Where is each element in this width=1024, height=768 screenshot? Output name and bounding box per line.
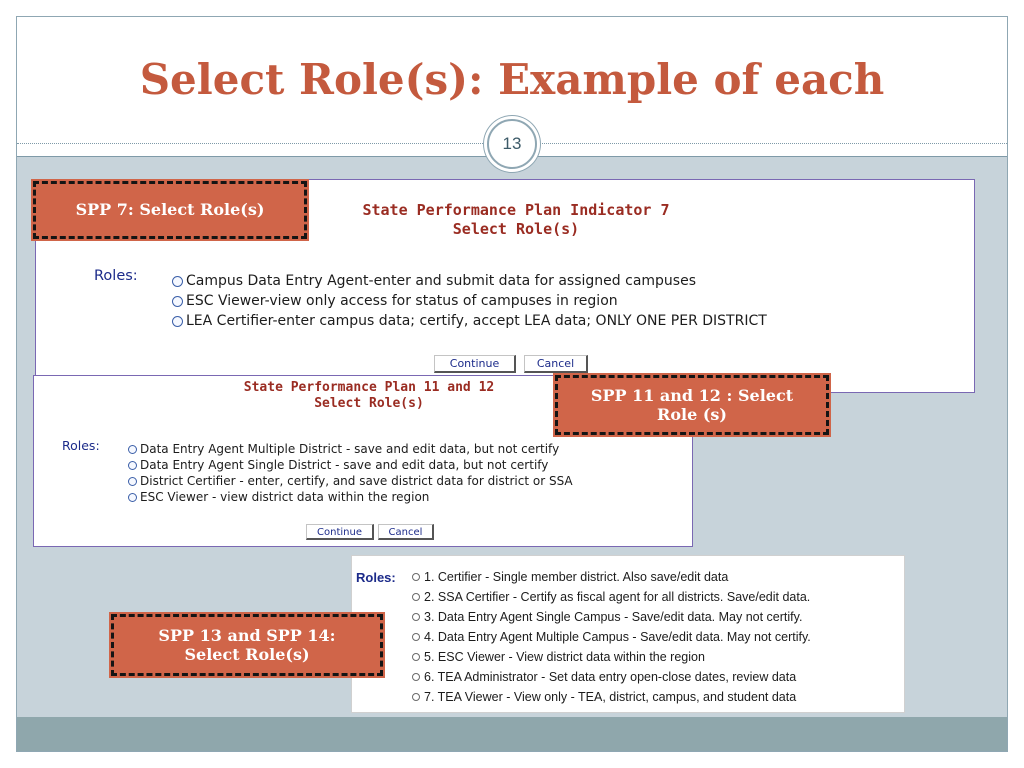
spp7-roles-label: Roles: xyxy=(94,268,138,284)
spp13-14-role-panel xyxy=(351,555,905,713)
radio-button[interactable] xyxy=(128,445,137,454)
role-option-label: 3. Data Entry Agent Single Campus - Save/edit data. May not certify. xyxy=(424,610,803,624)
role-option-label: District Certifier - enter, certify, and save district data for district or SSA xyxy=(140,474,573,488)
spp11-12-title-line2: Select Role(s) xyxy=(314,396,424,412)
role-option-label: 5. ESC Viewer - View district data within the region xyxy=(424,650,705,664)
spp13-14-role-option[interactable] xyxy=(412,690,796,704)
spp7-cancel-button[interactable]: Cancel xyxy=(524,355,588,373)
role-option-label: 7. TEA Viewer - View only - TEA, district, campus, and student data xyxy=(424,690,797,704)
role-option-label: 4. Data Entry Agent Multiple Campus - Save/edit data. May not certify. xyxy=(424,630,811,644)
spp7-title-line2: Select Role(s) xyxy=(452,219,580,238)
spp11-12-panel-title xyxy=(154,380,584,413)
radio-button[interactable] xyxy=(412,693,420,701)
page-number-badge: 13 xyxy=(487,119,537,169)
radio-button[interactable] xyxy=(128,461,137,470)
role-option-label: Data Entry Agent Single District - save and edit data, but not certify xyxy=(140,458,549,472)
spp13-14-role-option[interactable] xyxy=(412,630,811,644)
radio-button[interactable] xyxy=(128,493,137,502)
spp7-callout xyxy=(33,181,307,239)
spp11-12-role-option[interactable] xyxy=(128,442,559,456)
spp13-14-role-option[interactable] xyxy=(412,670,796,684)
spp11-12-title-line1: State Performance Plan 11 and 12 xyxy=(243,380,495,395)
spp7-role-option[interactable] xyxy=(172,273,696,289)
spp11-12-cancel-button[interactable]: Cancel xyxy=(378,524,434,540)
role-option-label: Campus Data Entry Agent-enter and submit data for assigned campuses xyxy=(186,273,696,289)
spp11-12-callout xyxy=(555,375,829,435)
radio-button[interactable] xyxy=(128,477,137,486)
radio-button[interactable] xyxy=(412,653,420,661)
spp11-12-callout-line1: SPP 11 and 12 : Select xyxy=(590,385,794,405)
radio-button[interactable] xyxy=(172,296,183,307)
spp13-14-roles-label: Roles: xyxy=(356,570,396,585)
role-option-label: ESC Viewer - view district data within the region xyxy=(140,490,430,504)
spp13-14-callout xyxy=(111,614,383,676)
spp11-12-role-option[interactable] xyxy=(128,474,573,488)
spp11-12-role-option[interactable] xyxy=(128,458,548,472)
radio-button[interactable] xyxy=(412,593,420,601)
radio-button[interactable] xyxy=(172,316,183,327)
spp7-panel-title xyxy=(236,201,796,239)
radio-button[interactable] xyxy=(412,633,420,641)
spp13-14-role-option[interactable] xyxy=(412,650,705,664)
spp7-title-line1: State Performance Plan Indicator 7 xyxy=(362,201,670,219)
spp13-14-role-option[interactable] xyxy=(412,570,728,584)
radio-button[interactable] xyxy=(172,276,183,287)
spp13-14-callout-line2: Select Role(s) xyxy=(184,645,310,664)
spp11-12-callout-line2: Role (s) xyxy=(657,405,727,424)
spp11-12-continue-button[interactable]: Continue xyxy=(306,524,374,540)
radio-button[interactable] xyxy=(412,613,420,621)
spp13-14-role-option[interactable] xyxy=(412,610,802,624)
spp13-14-role-option[interactable] xyxy=(412,590,810,604)
spp7-callout-text: SPP 7: Select Role(s) xyxy=(75,200,265,220)
role-option-label: 1. Certifier - Single member district. Also save/edit data xyxy=(424,570,729,584)
slide-frame xyxy=(16,16,1008,752)
spp7-continue-button[interactable]: Continue xyxy=(434,355,516,373)
role-option-label: ESC Viewer-view only access for status of campuses in region xyxy=(186,293,618,309)
role-option-label: Data Entry Agent Multiple District - save and edit data, but not certify xyxy=(140,442,560,456)
spp7-role-option[interactable] xyxy=(172,313,767,329)
slide-title: Select Role(s): Example of each xyxy=(139,55,885,104)
radio-button[interactable] xyxy=(412,573,420,581)
role-option-label: 2. SSA Certifier - Certify as fiscal agent for all districts. Save/edit data. xyxy=(424,590,811,604)
spp7-role-option[interactable] xyxy=(172,293,618,309)
role-option-label: LEA Certifier-enter campus data; certify, accept LEA data; ONLY ONE PER DISTRICT xyxy=(186,313,767,329)
spp11-12-role-option[interactable] xyxy=(128,490,429,504)
role-option-label: 6. TEA Administrator - Set data entry open-close dates, review data xyxy=(424,670,797,684)
bottom-band xyxy=(17,717,1007,752)
radio-button[interactable] xyxy=(412,673,420,681)
spp11-12-roles-label: Roles: xyxy=(62,438,100,453)
spp13-14-callout-line1: SPP 13 and SPP 14: xyxy=(158,625,336,645)
